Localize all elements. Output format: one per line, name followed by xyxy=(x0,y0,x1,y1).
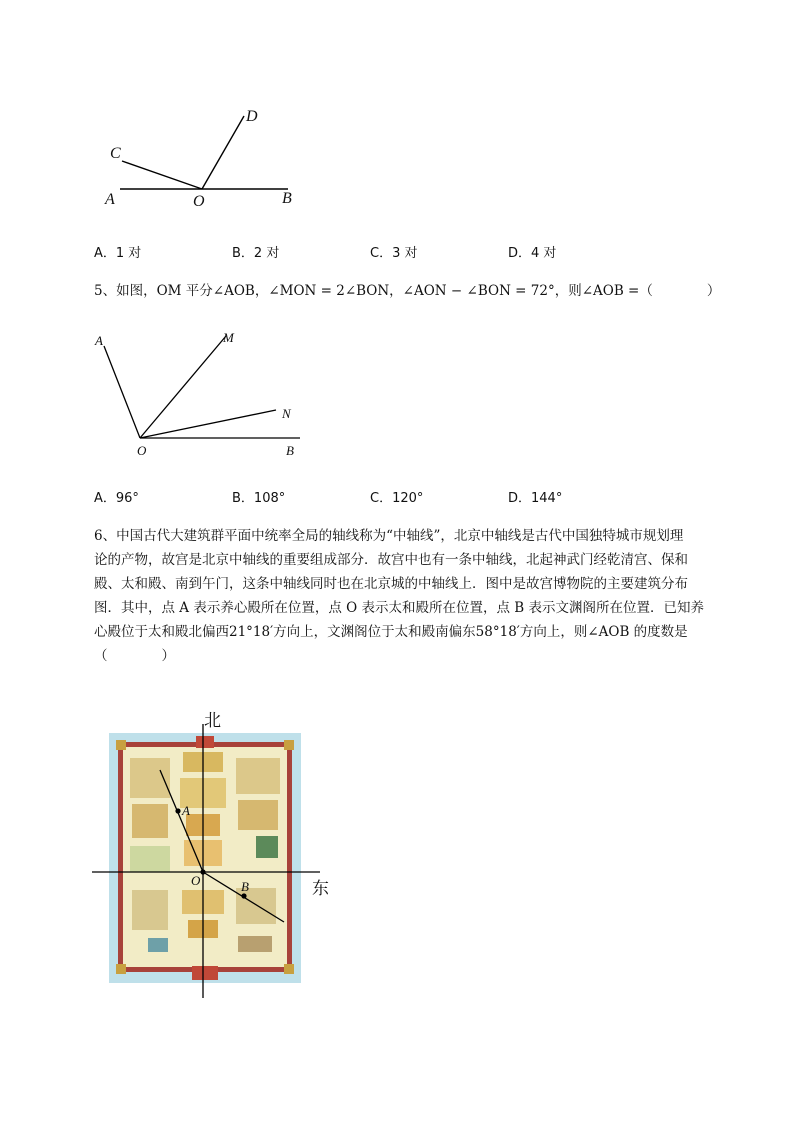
q6-line-4: 图．其中，点 A 表示养心殿所在位置，点 O 表示太和殿所在位置，点 B 表示文渊阁所在位置．已知养 xyxy=(94,600,704,616)
angle-figure-2 xyxy=(90,320,310,465)
q6-line-6: （ ） xyxy=(94,648,175,664)
north-label: 北 xyxy=(204,711,221,731)
q6-line-5: 心殿位于太和殿北偏西21°18′方向上，文渊阁位于太和殿南偏东58°18′方向上，则∠AOB 的度数是 xyxy=(94,624,688,640)
map-label-O: O xyxy=(191,873,201,888)
q4-option-c: C．3 对 xyxy=(370,246,418,261)
q5-option-a: A．96° xyxy=(94,491,139,506)
q4-option-d: D．4 对 xyxy=(508,246,557,261)
q5-option-d: D．144° xyxy=(508,491,563,506)
map-label-B: B xyxy=(241,879,249,894)
q5-stem: 5、如图，OM 平分∠AOB，∠MON = 2∠BON，∠AON − ∠BON = 72°，则∠AOB =（ ） xyxy=(94,283,721,299)
label-A: A xyxy=(105,191,115,208)
fig2-label-N: N xyxy=(282,406,291,421)
label-D: D xyxy=(246,108,258,125)
fig2-label-A: A xyxy=(95,333,103,348)
q6-line-3: 殿、太和殿、南到午门，这条中轴线同时也在北京城的中轴线上．图中是故宫博物院的主要建筑分布 xyxy=(94,576,688,592)
q6-line-1: 6、中国古代大建筑群平面中统率全局的轴线称为“中轴线”，北京中轴线是古代中国独特城市规划理 xyxy=(94,528,684,544)
label-C: C xyxy=(110,145,121,162)
q5-option-b: B．108° xyxy=(232,491,286,506)
fig2-label-M: M xyxy=(223,330,234,345)
label-B: B xyxy=(282,190,292,207)
map-label-A: A xyxy=(182,803,190,818)
q6-text xyxy=(94,524,714,668)
fig2-label-O: O xyxy=(137,443,147,458)
fig2-label-B: B xyxy=(286,443,294,458)
q5-option-c: C．120° xyxy=(370,491,424,506)
q6-line-2: 论的产物，故宫是北京中轴线的重要组成部分．故宫中也有一条中轴线，北起神武门经乾清宫、保和 xyxy=(94,552,688,568)
palace-map xyxy=(88,700,338,1000)
q4-option-a: A．1 对 xyxy=(94,246,142,261)
label-O: O xyxy=(193,193,205,210)
east-label: 东 xyxy=(312,879,329,899)
q4-option-b: B．2 对 xyxy=(232,246,280,261)
